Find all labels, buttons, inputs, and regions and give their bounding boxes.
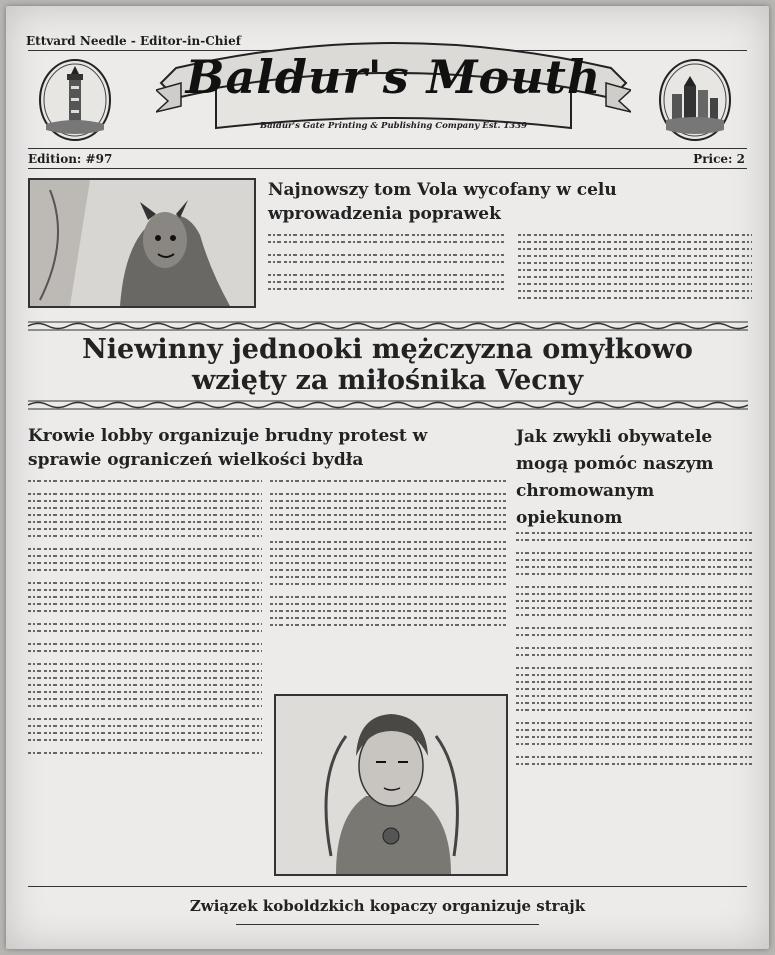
masthead-banner <box>156 28 631 146</box>
editor-credit: Ettvard Needle - Editor-in-Chief <box>26 34 241 48</box>
price-label: Price: <box>693 152 733 166</box>
edition-rule-top <box>28 148 747 149</box>
masthead-subtitle: Baldur's Gate Printing & Publishing Company Est. 1339 <box>259 121 528 131</box>
city-emblem-icon <box>658 58 732 142</box>
price-info <box>693 152 745 166</box>
ornament-divider-top <box>28 321 748 331</box>
elf-portrait-image <box>274 694 508 876</box>
edition-number: #97 <box>85 152 113 166</box>
footer-rule-bottom <box>236 924 539 925</box>
right-headline: Jak zwykli obywatele mogą pomóc naszym chromowanym opiekunom <box>516 427 714 528</box>
main-headline <box>26 334 749 396</box>
top-article-text-left <box>268 234 504 295</box>
main-headline-line2: wzięty za miłośnika Vecny <box>191 365 584 396</box>
creature-portrait-image <box>28 178 256 308</box>
left-column-text <box>28 480 262 759</box>
left-headline: Krowie lobby organizuje brudny protest w sprawie ograniczeń wielkości bydła <box>28 426 428 470</box>
edition-info <box>28 152 112 166</box>
footer-headline: Związek koboldzkich kopaczy organizuje strajk <box>189 897 586 915</box>
newspaper-page <box>6 6 769 949</box>
edition-rule-bottom <box>28 168 747 169</box>
top-headline: Najnowszy tom Vola wycofany w celu wprowadzenia poprawek <box>268 180 617 224</box>
top-article-text-right <box>518 234 752 304</box>
main-headline-line1: Niewinny jednooki mężczyzna omyłkowo <box>82 334 693 365</box>
masthead-title: Baldur's Mouth <box>185 50 602 104</box>
price-value: 2 <box>736 152 745 166</box>
footer-rule-top <box>28 886 747 887</box>
ornament-divider-bottom <box>28 400 748 410</box>
middle-column-text <box>270 480 506 631</box>
edition-label: Edition: <box>28 152 82 166</box>
right-column-text <box>516 532 752 770</box>
lighthouse-tower-emblem-icon <box>38 58 112 142</box>
